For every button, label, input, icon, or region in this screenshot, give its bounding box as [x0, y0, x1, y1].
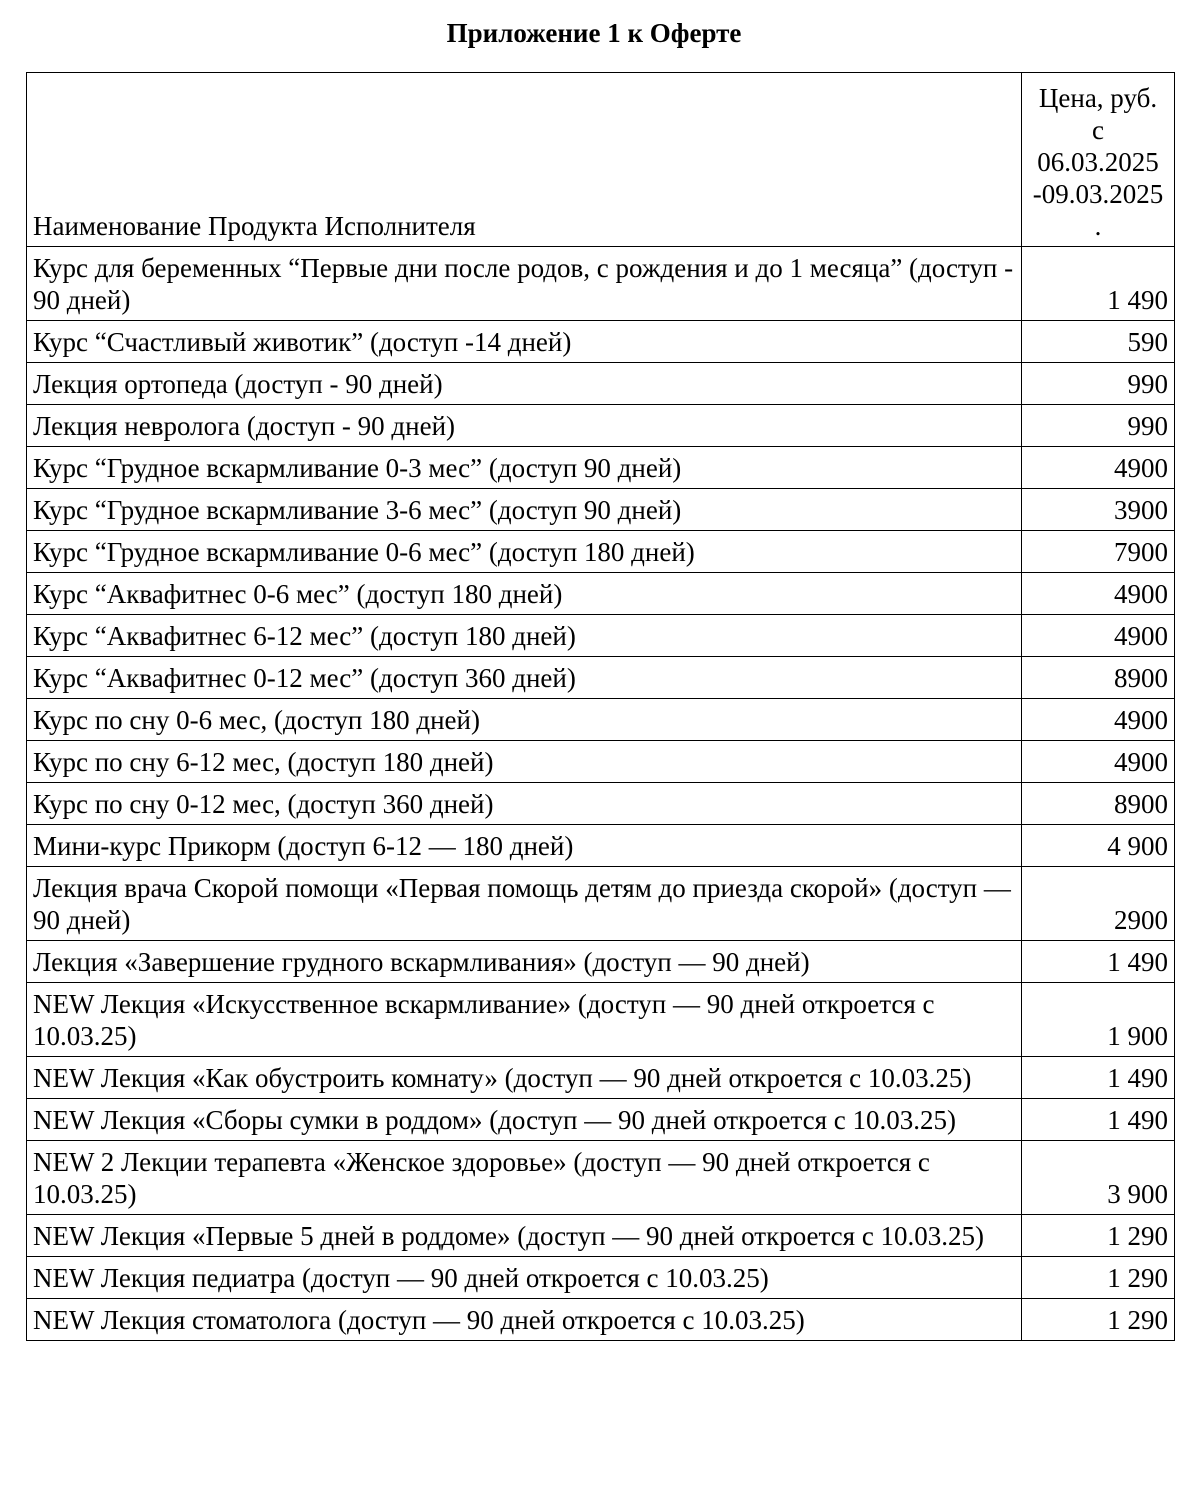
- price-cell: 4900: [1022, 447, 1175, 489]
- header-price-line: -09.03.2025: [1032, 179, 1164, 209]
- table-row: [27, 447, 1175, 489]
- product-name-cell: Курс по сну 6-12 мес, (доступ 180 дней): [27, 741, 1022, 783]
- table-row: [27, 783, 1175, 825]
- product-name-cell: NEW Лекция «Как обустроить комнату» (доступ — 90 дней откроется с 10.03.25): [27, 1057, 1022, 1099]
- table-row: [27, 1099, 1175, 1141]
- product-name-cell: Курс “Грудное вскармливание 3-6 мес” (доступ 90 дней): [27, 489, 1022, 531]
- product-name-cell: Лекция «Завершение грудного вскармливания» (доступ — 90 дней): [27, 941, 1022, 983]
- price-cell: 1 290: [1022, 1257, 1175, 1299]
- price-cell: 2900: [1022, 867, 1175, 941]
- table-row: [27, 1141, 1175, 1215]
- price-cell: 590: [1022, 321, 1175, 363]
- table-row: [27, 1215, 1175, 1257]
- price-cell: 3 900: [1022, 1141, 1175, 1215]
- price-cell: 8900: [1022, 657, 1175, 699]
- product-name-cell: NEW Лекция стоматолога (доступ — 90 дней откроется с 10.03.25): [27, 1299, 1022, 1341]
- price-cell: 1 900: [1022, 983, 1175, 1057]
- price-cell: 8900: [1022, 783, 1175, 825]
- table-header-row: [27, 73, 1175, 247]
- document-title: Приложение 1 к Оферте: [446, 18, 742, 48]
- price-cell: 1 490: [1022, 247, 1175, 321]
- price-cell: 4 900: [1022, 825, 1175, 867]
- header-product-name: Наименование Продукта Исполнителя: [27, 73, 1022, 247]
- table-row: [27, 489, 1175, 531]
- table-row: [27, 321, 1175, 363]
- table-row: [27, 1257, 1175, 1299]
- price-cell: 4900: [1022, 699, 1175, 741]
- header-price-line: 06.03.2025: [1037, 147, 1159, 177]
- table-row: [27, 363, 1175, 405]
- price-cell: 1 490: [1022, 1057, 1175, 1099]
- product-name-cell: NEW 2 Лекции терапевта «Женское здоровье» (доступ — 90 дней откроется с 10.03.25): [27, 1141, 1022, 1215]
- price-cell: 3900: [1022, 489, 1175, 531]
- product-name-cell: Курс по сну 0-6 мес, (доступ 180 дней): [27, 699, 1022, 741]
- product-name-cell: Курс “Аквафитнес 0-12 мес” (доступ 360 дней): [27, 657, 1022, 699]
- product-name-cell: Курс “Аквафитнес 0-6 мес” (доступ 180 дней): [27, 573, 1022, 615]
- header-price-line: .: [1094, 211, 1102, 241]
- table-row: [27, 405, 1175, 447]
- price-cell: 7900: [1022, 531, 1175, 573]
- price-cell: 990: [1022, 405, 1175, 447]
- price-cell: 990: [1022, 363, 1175, 405]
- header-price-line: с: [1092, 115, 1104, 145]
- table-row: [27, 983, 1175, 1057]
- table-row: [27, 941, 1175, 983]
- product-name-cell: Курс для беременных “Первые дни после родов, с рождения и до 1 месяца” (доступ - 90 дней): [27, 247, 1022, 321]
- product-name-cell: Курс “Грудное вскармливание 0-3 мес” (доступ 90 дней): [27, 447, 1022, 489]
- price-cell: 4900: [1022, 741, 1175, 783]
- price-cell: 1 290: [1022, 1215, 1175, 1257]
- table-row: [27, 1057, 1175, 1099]
- product-name-cell: Курс “Грудное вскармливание 0-6 мес” (доступ 180 дней): [27, 531, 1022, 573]
- table-row: [27, 825, 1175, 867]
- product-name-cell: Лекция врача Скорой помощи «Первая помощь детям до приезда скорой» (доступ — 90 дней): [27, 867, 1022, 941]
- price-cell: 1 290: [1022, 1299, 1175, 1341]
- table-row: [27, 699, 1175, 741]
- product-name-cell: Лекция ортопеда (доступ - 90 дней): [27, 363, 1022, 405]
- price-table: [26, 72, 1175, 1341]
- product-name-cell: Мини-курс Прикорм (доступ 6-12 — 180 дней): [27, 825, 1022, 867]
- table-row: [27, 247, 1175, 321]
- product-name-cell: NEW Лекция «Первые 5 дней в роддоме» (доступ — 90 дней откроется с 10.03.25): [27, 1215, 1022, 1257]
- table-row: [27, 531, 1175, 573]
- header-price: [1022, 73, 1175, 247]
- table-row: [27, 615, 1175, 657]
- product-name-cell: Курс по сну 0-12 мес, (доступ 360 дней): [27, 783, 1022, 825]
- price-cell: 4900: [1022, 615, 1175, 657]
- header-price-line: Цена, руб.: [1038, 83, 1158, 113]
- product-name-cell: NEW Лекция «Искусственное вскармливание» (доступ — 90 дней откроется с 10.03.25): [27, 983, 1022, 1057]
- product-name-cell: Курс “Счастливый животик” (доступ -14 дней): [27, 321, 1022, 363]
- table-row: [27, 657, 1175, 699]
- price-cell: 4900: [1022, 573, 1175, 615]
- table-row: [27, 741, 1175, 783]
- price-cell: 1 490: [1022, 1099, 1175, 1141]
- product-name-cell: NEW Лекция «Сборы сумки в роддом» (доступ — 90 дней откроется с 10.03.25): [27, 1099, 1022, 1141]
- product-name-cell: Лекция невролога (доступ - 90 дней): [27, 405, 1022, 447]
- product-name-cell: Курс “Аквафитнес 6-12 мес” (доступ 180 дней): [27, 615, 1022, 657]
- table-row: [27, 573, 1175, 615]
- price-cell: 1 490: [1022, 941, 1175, 983]
- product-name-cell: NEW Лекция педиатра (доступ — 90 дней откроется с 10.03.25): [27, 1257, 1022, 1299]
- table-row: [27, 867, 1175, 941]
- table-row: [27, 1299, 1175, 1341]
